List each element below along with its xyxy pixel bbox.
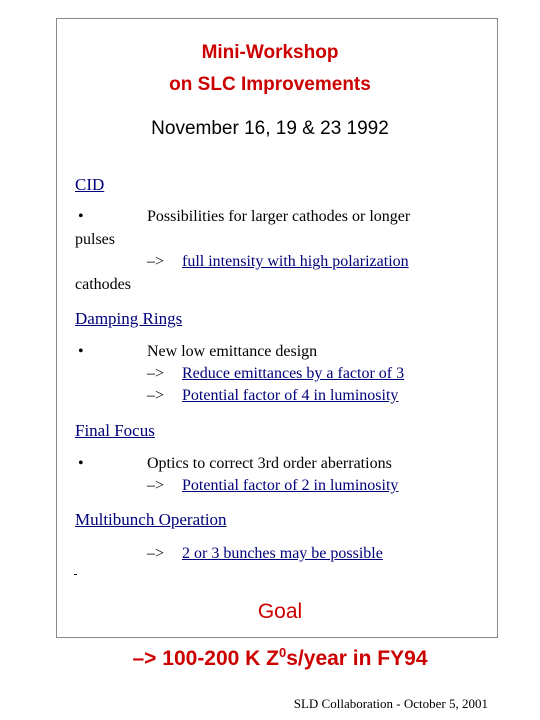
title-line-1: Mini-Workshop [201,42,339,63]
goal-superscript: 0 [279,645,287,660]
damping-link-2[interactable]: Potential factor of 4 in luminosity [182,387,399,404]
stray-mark [74,574,77,575]
arrow-damping-1: –> [147,365,165,382]
damping-text: New low emittance design [147,343,318,360]
cid-link[interactable]: full intensity with high polarization [182,253,409,270]
goal-suffix: s/year in FY94 [286,647,428,670]
damping-link-1[interactable]: Reduce emittances by a factor of 3 [182,365,405,382]
section-heading-final-focus[interactable]: Final Focus [75,421,155,440]
arrow-cid: –> [147,253,165,270]
footer-credit: SLD Collaboration - October 5, 2001 [293,696,488,711]
bullet-final-focus: • [78,455,84,472]
cid-trailing-text: cathodes [75,276,131,293]
section-heading-damping-rings[interactable]: Damping Rings [75,309,183,328]
goal-label: Goal [257,600,303,623]
section-heading-cid[interactable]: CID [75,175,105,194]
bullet-damping: • [78,343,84,360]
bullet-cid: • [78,208,84,225]
cid-text-wrap: pulses [75,231,115,248]
title-line-2: on SLC Improvements [169,74,371,95]
final-focus-text: Optics to correct 3rd order aberrations [147,455,392,472]
workshop-date: November 16, 19 & 23 1992 [151,118,389,139]
cid-text: Possibilities for larger cathodes or longer [147,208,411,225]
goal-statement [0,645,540,671]
arrow-final-focus: –> [147,477,165,494]
arrow-multibunch: –> [147,545,165,562]
goal-prefix: –> 100-200 K Z [132,647,280,670]
final-focus-link[interactable]: Potential factor of 2 in luminosity [182,477,399,494]
section-heading-multibunch[interactable]: Multibunch Operation [75,510,227,529]
arrow-damping-2: –> [147,387,165,404]
multibunch-link[interactable]: 2 or 3 bunches may be possible [182,545,383,562]
